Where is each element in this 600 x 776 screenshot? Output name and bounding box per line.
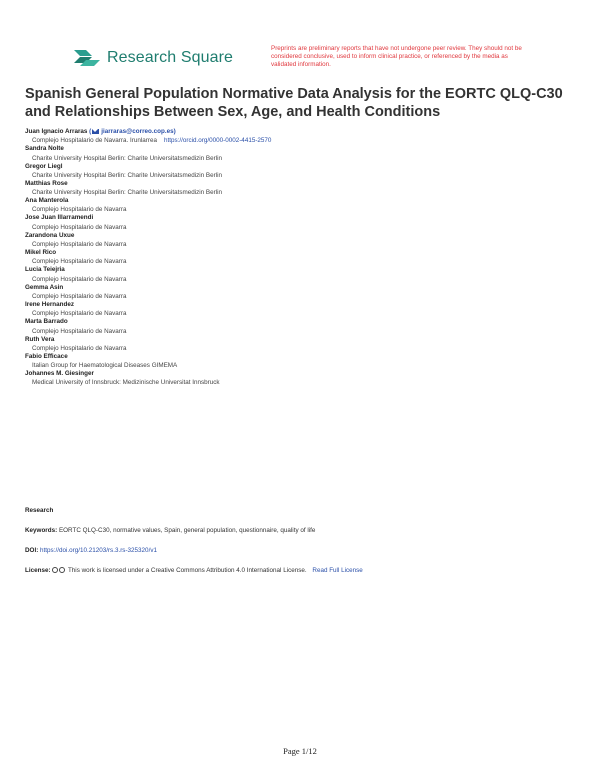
author-name: Mikel Rico bbox=[25, 249, 57, 257]
read-full-license-link[interactable]: Read Full License bbox=[312, 567, 363, 574]
author-name: Gregor Liegl bbox=[25, 162, 63, 170]
author-name: Ruth Vera bbox=[25, 335, 55, 343]
author-name: Fabio Efficace bbox=[25, 352, 68, 360]
author-affiliation: Medical University of Innsbruck: Medizinische Universitat Innsbruck bbox=[32, 379, 220, 387]
doi-label: DOI: bbox=[25, 547, 39, 554]
author-name: Juan Ignacio Arraras bbox=[25, 128, 88, 135]
author-name: Matthias Rose bbox=[25, 179, 68, 187]
author-affiliation: Complejo Hospitalario de Navarra bbox=[32, 310, 127, 318]
author-affiliation: Charite University Hospital Berlin: Charite Universitatsmedizin Berlin bbox=[32, 171, 223, 179]
author-name: Ana Manterola bbox=[25, 197, 69, 205]
author-affiliation: Charite University Hospital Berlin: Charite Universitatsmedizin Berlin bbox=[32, 154, 223, 162]
author-affiliation: Complejo Hospitalario de Navarra bbox=[32, 241, 127, 249]
license-label: License: bbox=[25, 567, 51, 574]
preprint-disclaimer: Preprints are preliminary reports that have not undergone peer review. They should not be considered conclusive, used to inform clinical practice, or referenced by the media as validated information. bbox=[271, 45, 522, 68]
author-name: Sandra Nolte bbox=[25, 145, 64, 153]
author-affiliation: Complejo Hospitalario de Navarra bbox=[32, 223, 127, 231]
author-affiliation: Complejo Hospitalario de Navarra bbox=[32, 292, 127, 300]
author-affiliation: Charite University Hospital Berlin: Charite Universitatsmedizin Berlin bbox=[32, 189, 223, 197]
page-header bbox=[0, 40, 600, 80]
research-square-logo[interactable] bbox=[74, 48, 233, 68]
mail-icon bbox=[92, 129, 99, 134]
keywords-value: EORTC QLQ-C30, normative values, Spain, general population, questionnaire, quality of life bbox=[58, 527, 316, 534]
article-type: Research bbox=[25, 507, 54, 514]
author-list bbox=[25, 128, 585, 387]
author-name: Marta Barrado bbox=[25, 318, 68, 326]
creative-commons-icon bbox=[52, 567, 58, 573]
logo-text: Research Square bbox=[107, 49, 234, 66]
attribution-icon bbox=[59, 567, 65, 573]
research-square-logo-icon bbox=[74, 48, 100, 68]
author-affiliation: Complejo Hospitalario de Navarra bbox=[32, 206, 127, 214]
author-name-row bbox=[25, 128, 585, 136]
author-name: Johannes M. Giesinger bbox=[25, 370, 94, 378]
author-name: Gemma Asin bbox=[25, 283, 64, 291]
author-affiliation: Complejo Hospitalario de Navarra. Irunlarrea https://orcid.org/0000-0002-4415-2570 bbox=[32, 137, 272, 145]
author-affiliation: Complejo Hospitalario de Navarra bbox=[32, 275, 127, 283]
license-text: This work is licensed under a Creative Commons Attribution 4.0 International License. bbox=[67, 567, 307, 574]
author-affiliation: Italian Group for Haematological Diseases GIMEMA bbox=[32, 362, 178, 370]
author-email-link[interactable]: ( jiarraras@correo.cop.es) bbox=[89, 128, 176, 135]
author-affiliation: Complejo Hospitalario de Navarra bbox=[32, 258, 127, 266]
paper-title: Spanish General Population Normative Data Analysis for the EORTC QLQ-C30 and Relationships Between Sex, Age, and Health Conditions bbox=[25, 86, 563, 120]
author-affiliation: Complejo Hospitalario de Navarra bbox=[32, 327, 127, 335]
author-affiliation: Complejo Hospitalario de Navarra bbox=[32, 344, 127, 352]
author-name: Irene Hernandez bbox=[25, 300, 74, 308]
author-name: Jose Juan Illarramendi bbox=[25, 214, 94, 222]
license-row bbox=[25, 567, 363, 574]
doi-link[interactable]: https://doi.org/10.21203/rs.3.rs-325320/v1 bbox=[40, 547, 157, 554]
author-name: Zarandona Uxue bbox=[25, 231, 75, 239]
doi-row bbox=[25, 547, 157, 554]
page-number: Page 1/12 bbox=[283, 746, 317, 756]
keywords-row bbox=[25, 527, 315, 534]
orcid-link[interactable]: https://orcid.org/0000-0002-4415-2570 bbox=[163, 137, 272, 145]
author-name: Lucia Teiejria bbox=[25, 266, 65, 274]
keywords-label: Keywords: bbox=[25, 527, 58, 534]
